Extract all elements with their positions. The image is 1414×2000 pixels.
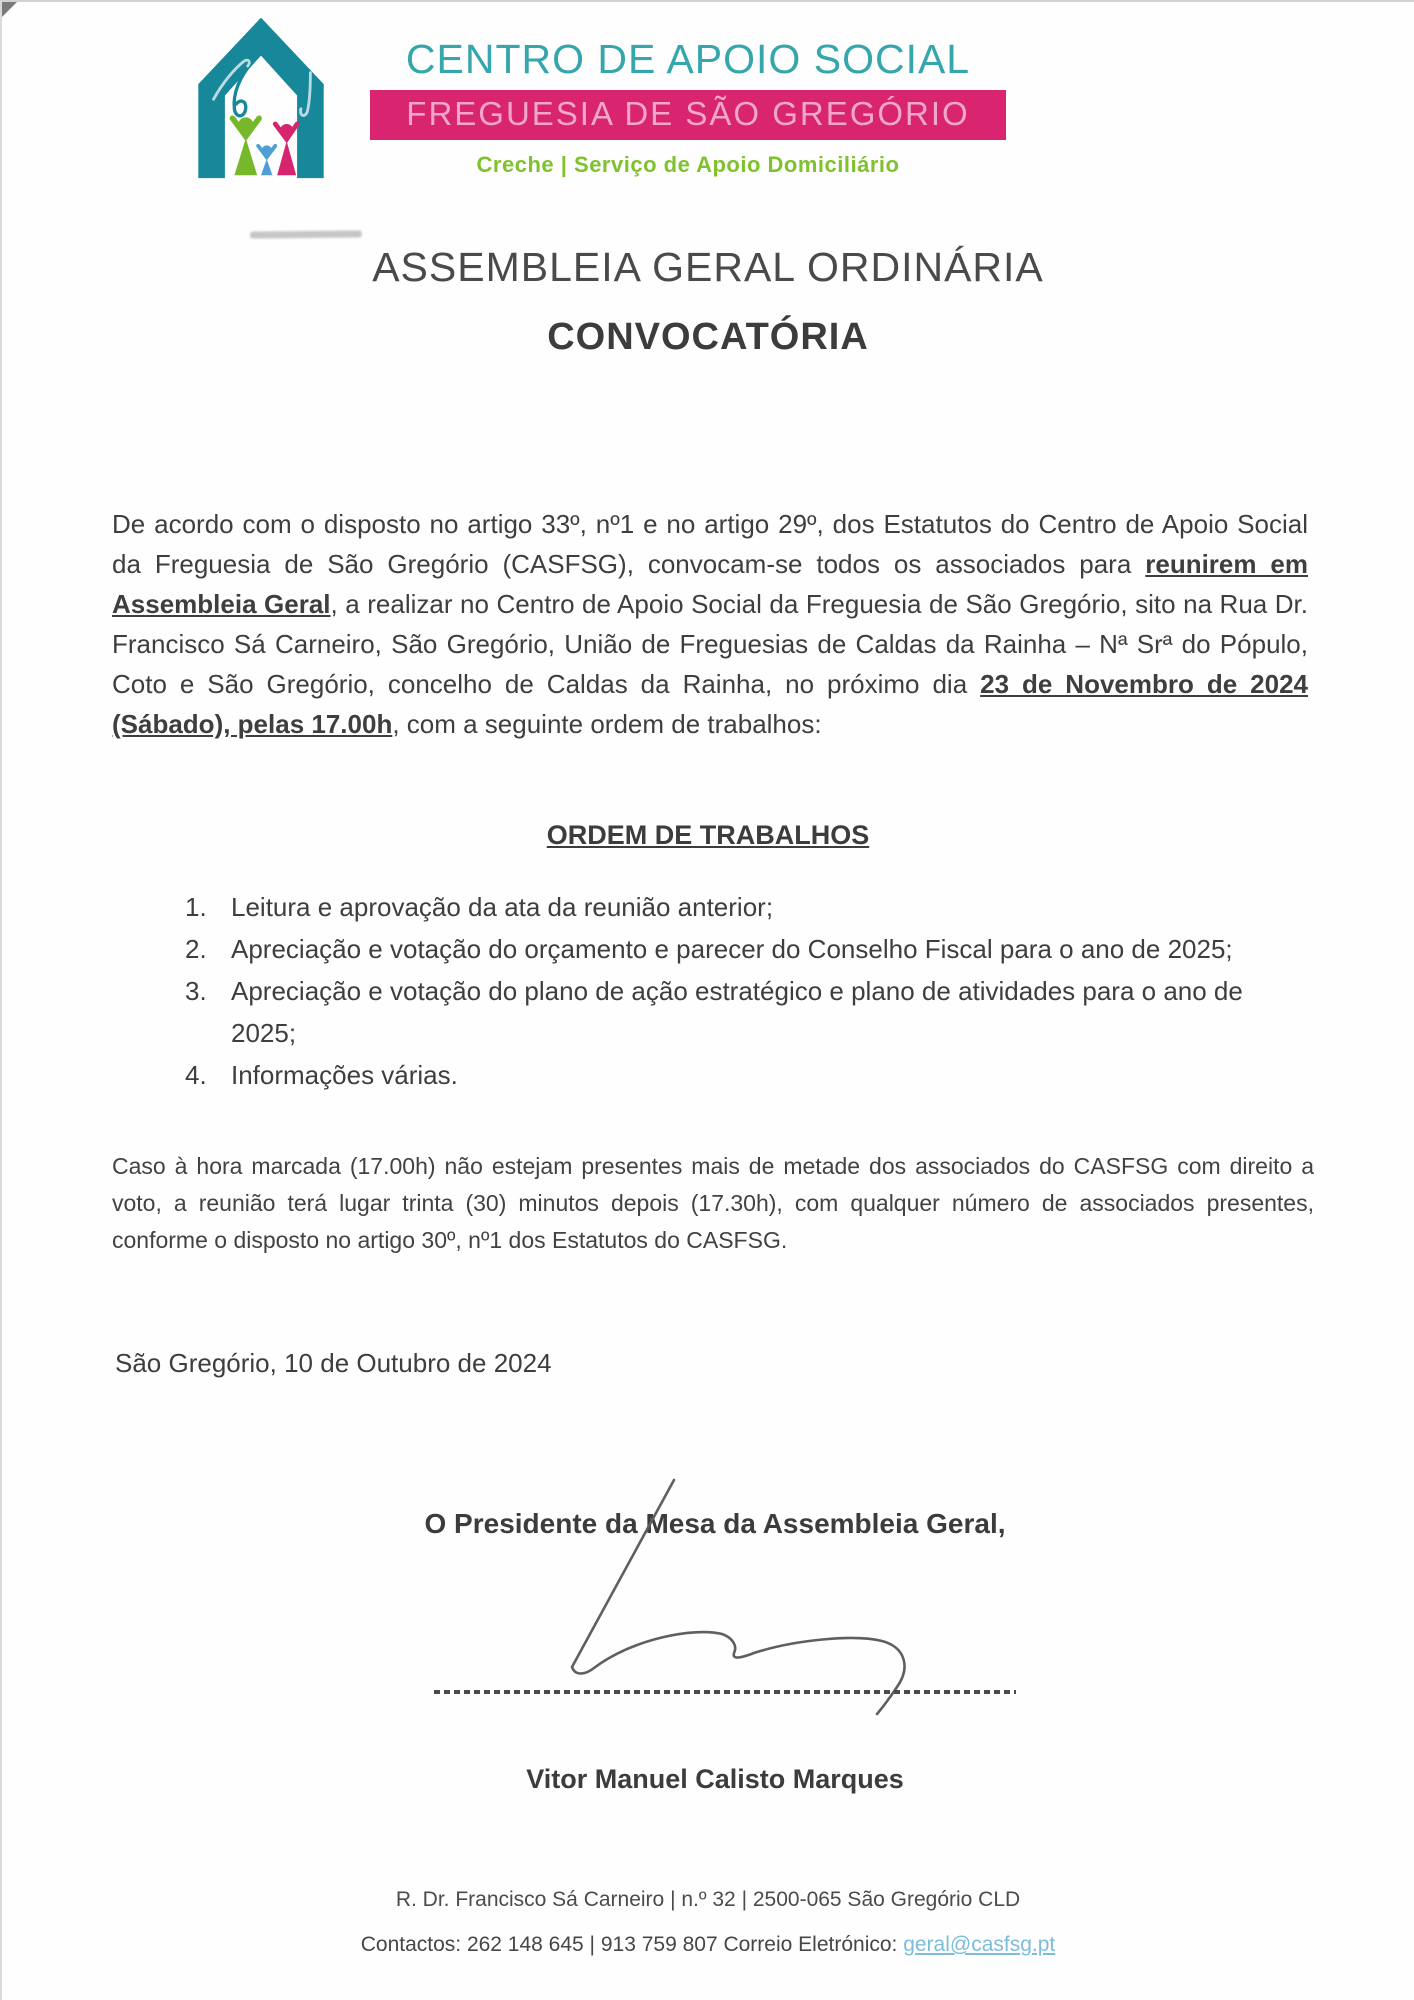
intro-highlight-date: 23 de Novembro de 2024 (Sábado), pelas 17.00h <box>112 669 1308 739</box>
footer-address: R. Dr. Francisco Sá Carneiro | n.º 32 | 2500-065 São Gregório CLD <box>395 1888 1021 1911</box>
agenda-list <box>185 886 1305 1096</box>
agenda-item-number: 1. <box>185 892 207 922</box>
agenda-heading: ORDEM DE TRABALHOS <box>546 820 870 850</box>
agenda-item-number: 2. <box>185 934 207 964</box>
org-tagline: Creche | Serviço de Apoio Domiciliário <box>476 152 900 177</box>
agenda-item-number: 3. <box>185 976 207 1006</box>
agenda-item <box>185 1054 1305 1096</box>
person-blue-icon <box>258 145 275 175</box>
agenda-item-text: Apreciação e votação do orçamento e parecer do Conselho Fiscal para o ano de 2025; <box>231 934 1233 964</box>
person-pink-icon <box>275 124 297 175</box>
agenda-item <box>185 970 1305 1054</box>
person-green-icon <box>233 117 260 175</box>
logo-house-hands-icon <box>185 10 337 180</box>
intro-highlight-assembly: reunirem em Assembleia Geral <box>112 549 1308 619</box>
agenda-item-text: Informações várias. <box>231 1060 458 1090</box>
signature-dashed-line <box>434 1690 1016 1694</box>
intro-text-1: De acordo com o disposto no artigo 33º, nº1 e no artigo 29º, dos Estatutos do Centro de Apoio Social da Freguesia de São Gregório (CASFSG), convocam-se todos os associados para <box>112 509 1308 579</box>
footer-contacts-text: Contactos: 262 148 645 | 913 759 807 Correio Eletrónico: <box>360 1933 904 1956</box>
agenda-item <box>185 928 1305 970</box>
scan-corner-artifact <box>2 2 17 17</box>
date-line: São Gregório, 10 de Outubro de 2024 <box>115 1348 552 1378</box>
intro-paragraph <box>112 504 1308 744</box>
org-subtitle-banner: FREGUESIA DE SÃO GREGÓRIO <box>370 90 1006 140</box>
agenda-item-number: 4. <box>185 1060 207 1090</box>
agenda-item <box>185 886 1305 928</box>
signature-name: Vitor Manuel Calisto Marques <box>526 1764 904 1794</box>
footer-contacts <box>2 1933 1414 1957</box>
document-title: ASSEMBLEIA GERAL ORDINÁRIA <box>372 244 1044 290</box>
signature-role: O Presidente da Mesa da Assembleia Geral, <box>424 1508 1006 1539</box>
intro-text-3: , com a seguinte ordem de trabalhos: <box>392 709 822 739</box>
agenda-item-text: Apreciação e votação do plano de ação estratégico e plano de atividades para o ano de 2025; <box>231 976 1243 1048</box>
email-link[interactable]: geral@casfsg.pt <box>903 1933 1056 1956</box>
org-name: CENTRO DE APOIO SOCIAL <box>405 36 971 82</box>
quorum-notice: Caso à hora marcada (17.00h) não estejam presentes mais de metade dos associados do CASFSG com direito a voto, a reunião terá lugar trinta (30) minutos depois (17.30h), com qualquer número de associados presentes, conforme o disposto no artigo 30º, nº1 dos Estatutos do CASFSG. <box>112 1153 1314 1253</box>
scan-smudge-artifact <box>250 230 362 238</box>
letterhead <box>370 36 1006 178</box>
document-subtitle: CONVOCATÓRIA <box>547 316 869 358</box>
agenda-item-text: Leitura e aprovação da ata da reunião anterior; <box>231 892 774 922</box>
intro-text-2: , a realizar no Centro de Apoio Social da Freguesia de São Gregório, sito na Rua Dr. Francisco Sá Carneiro, São Gregório, União de Freguesias de Caldas da Rainha – Nª Srª do Pópulo, Coto e São Gregório, concelho de Caldas da Rainha, no próximo dia <box>112 589 1309 699</box>
